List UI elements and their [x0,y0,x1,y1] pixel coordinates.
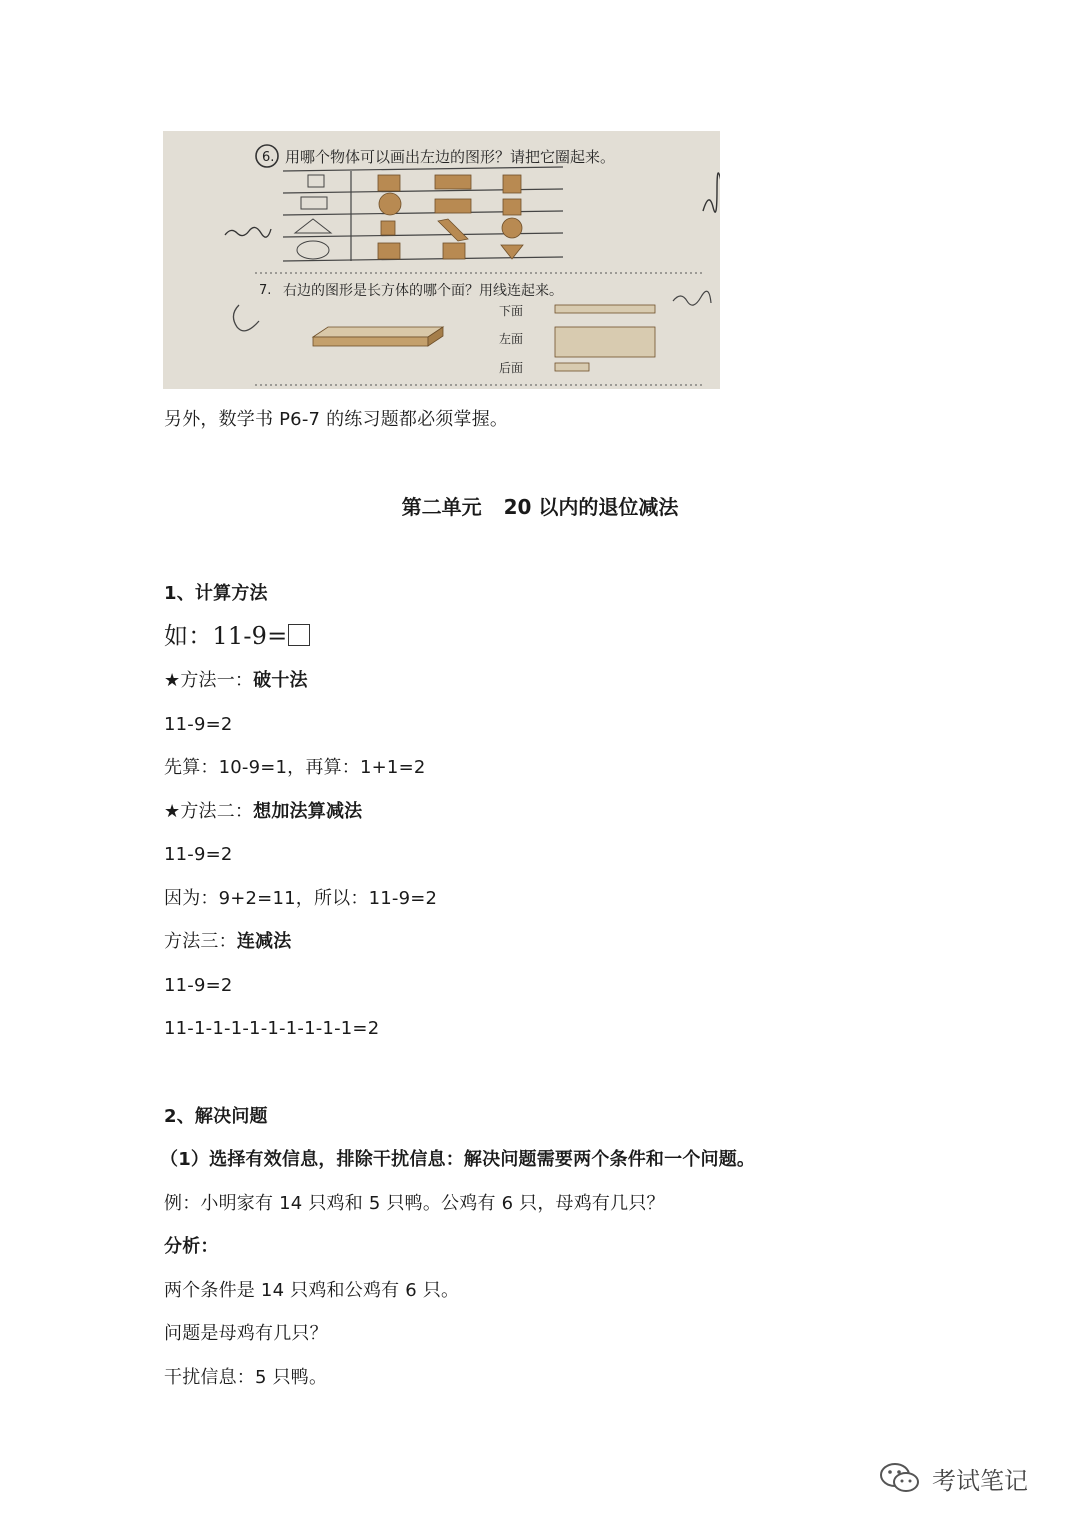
example-line [164,621,310,651]
method2-detail: 因为：9+2=11，所以：11-9=2 [164,888,438,909]
method1-detail: 先算：10-9=1，再算：1+1=2 [164,757,426,778]
q7-text: 右边的图形是长方体的哪个面？用线连起来。 [283,283,563,299]
method1-name: 破十法 [253,670,308,691]
method3-equation: 11-9=2 [164,975,233,996]
method3-detail: 11-1-1-1-1-1-1-1-1-1=2 [164,1018,380,1039]
answer-box [288,624,310,646]
watermark-text: 考试笔记 [932,1466,1028,1495]
watermark [878,1458,1028,1498]
unit-title [0,494,1080,520]
analysis-conditions: 两个条件是 14 只鸡和公鸡有 6 只。 [164,1280,460,1301]
wechat-icon [878,1460,922,1496]
q6-text: 用哪个物体可以画出左边的图形？请把它圈起来。 [285,148,616,166]
unit-title-part-a: 第二单元 [401,495,482,519]
section2-heading: 2、解决问题 [164,1106,268,1127]
example2-text: 例：小明家有 14 只鸡和 5 只鸭。公鸡有 6 只，母鸡有几只？ [164,1193,665,1214]
q7-number: 7. [259,283,272,298]
method1-line [164,669,308,693]
method2-line [164,800,362,824]
method1-equation: 11-9=2 [164,714,233,735]
unit-title-part-b: 20 以内的退位减法 [503,495,679,519]
face-bottom-label: 下面 [499,304,524,318]
face-left-label: 左面 [499,332,524,346]
method3-prefix: 方法三： [164,931,237,952]
q6-number: 6. [262,150,275,165]
face-back-label: 后面 [499,361,524,375]
analysis-question: 问题是母鸡有几只？ [164,1323,328,1344]
note-text: 另外，数学书 P6-7 的练习题都必须掌握。 [164,409,509,430]
method2-name: 想加法算减法 [253,801,363,822]
section1-heading: 1、计算方法 [164,583,268,604]
analysis-distractor: 干扰信息：5 只鸭。 [164,1367,328,1388]
method3-line [164,930,291,954]
method2-prefix: ★方法二： [164,801,254,822]
analysis-label: 分析： [164,1236,219,1257]
exercise-photo [163,131,720,389]
example-text: 如：11-9= [164,622,288,650]
method3-name: 连减法 [236,931,292,952]
method2-equation: 11-9=2 [164,844,233,865]
method1-prefix: ★方法一： [164,670,254,691]
sub1-heading: （1）选择有效信息，排除干扰信息：解决问题需要两个条件和一个问题。 [160,1149,756,1170]
